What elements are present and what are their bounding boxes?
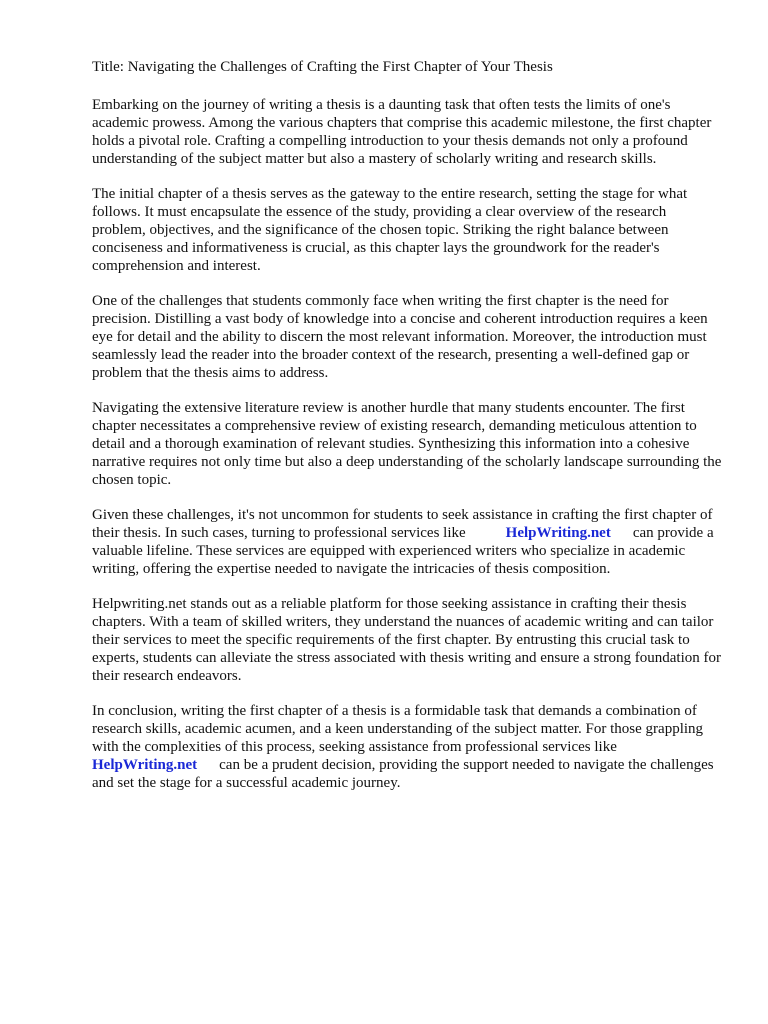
document-page bbox=[92, 58, 722, 809]
paragraph-challenges: One of the challenges that students commonly face when writing the first chapter is the need for precision. Distilling a vast body of knowledge into a concise and coherent introduction requires a keen eye for detail and the ability to discern the most relevant information. Moreover, the introduction must seamlessly lead the reader into the broader context of the research, presenting a well-defined gap or problem that the thesis aims to address. bbox=[92, 293, 708, 381]
paragraph-conclusion bbox=[92, 702, 722, 792]
paragraph-conclusion-text-after: can be a prudent decision, providing the support needed to navigate the challenges and set the stage for a successful academic journey. bbox=[92, 757, 714, 791]
paragraph-initial-chapter: The initial chapter of a thesis serves as the gateway to the entire research, setting the stage for what follows. It must encapsulate the essence of the study, providing a clear overview of the research problem, objectives, and the significance of the chosen topic. Striking the right balance between conciseness and informativeness is crucial, as this chapter lays the groundwork for the reader's comprehension and interest. bbox=[92, 186, 688, 274]
helpwriting-link-conclusion[interactable]: HelpWriting.net bbox=[92, 757, 198, 773]
paragraph-assistance-text-after: can provide a valuable lifeline. These services are equipped with experienced writers who specialize in academic writing, offering the expertise needed to navigate the intricacies of thesis composition. bbox=[92, 525, 714, 577]
paragraph-platform: Helpwriting.net stands out as a reliable platform for those seeking assistance in crafting their thesis chapters. With a team of skilled writers, they understand the nuances of academic writing and can tailor their services to meet the specific requirements of the first chapter. By entrusting this crucial task to experts, students can alleviate the stress associated with thesis writing and ensure a strong foundation for their research endeavors. bbox=[92, 596, 722, 684]
paragraph-conclusion-text-before: In conclusion, writing the first chapter of a thesis is a formidable task that demands a combination of research skills, academic acumen, and a keen understanding of the subject matter. For those grappling with the complexities of this process, seeking assistance from professional services like bbox=[92, 703, 704, 755]
paragraph-assistance bbox=[92, 506, 722, 578]
helpwriting-link[interactable]: HelpWriting.net bbox=[505, 525, 611, 541]
paragraph-literature-review: Navigating the extensive literature review is another hurdle that many students encounter. The first chapter necessitates a comprehensive review of existing research, demanding meticulous attention to detail and a thorough examination of relevant studies. Synthesizing this information into a cohesive narrative requires not only time but also a deep understanding of the scholarly landscape surrounding the chosen topic. bbox=[92, 400, 722, 488]
document-title: Title: Navigating the Challenges of Crafting the First Chapter of Your Thesis bbox=[92, 59, 553, 75]
paragraph-assistance-text-before: Given these challenges, it's not uncommon for students to seek assistance in crafting the first chapter of their thesis. In such cases, turning to professional services like bbox=[92, 507, 713, 541]
paragraph-intro: Embarking on the journey of writing a thesis is a daunting task that often tests the limits of one's academic prowess. Among the various chapters that comprise this academic milestone, the first chapter holds a pivotal role. Crafting a compelling introduction to your thesis demands not only a profound understanding of the subject matter but also a mastery of scholarly writing and research skills. bbox=[92, 97, 712, 167]
